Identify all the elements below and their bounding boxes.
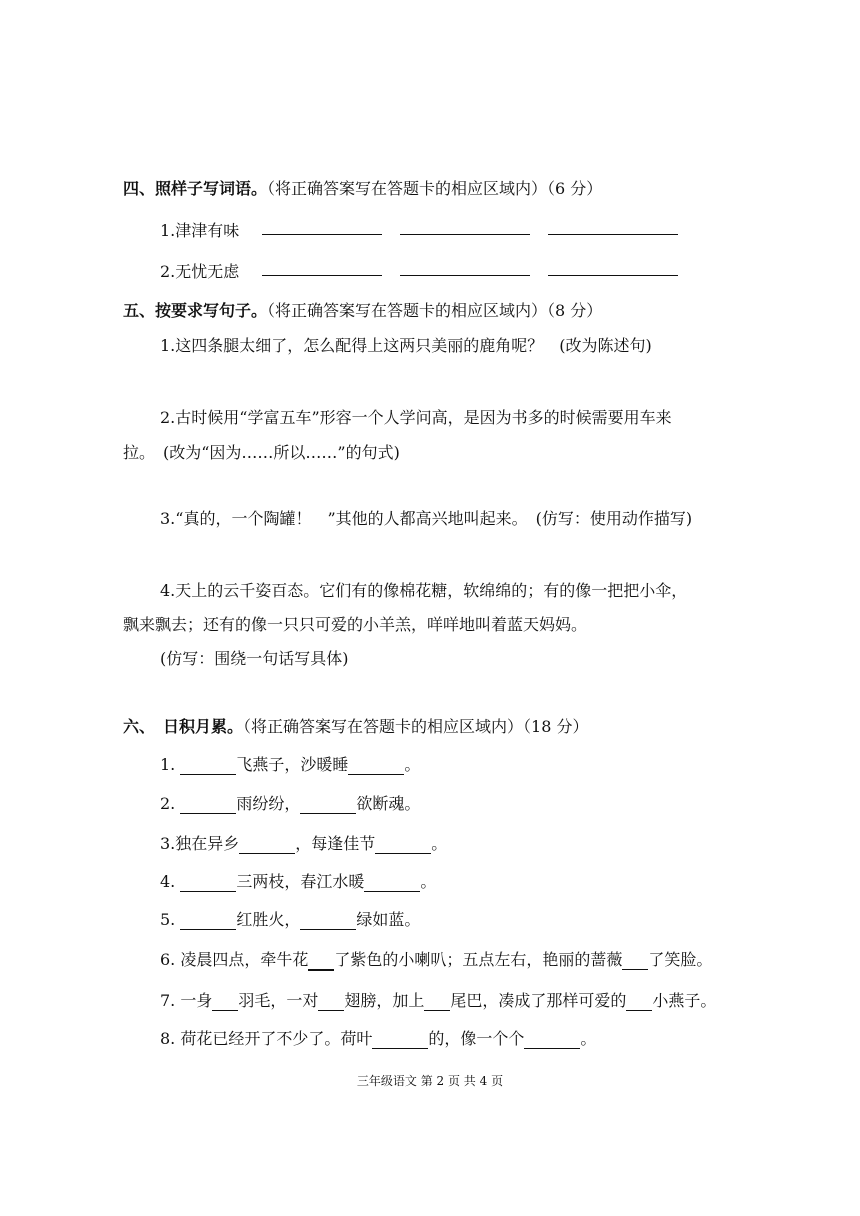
section-5-q3: 3.“真的，一个陶罐！ ”其他的人都高兴地叫起来。 (仿写：使用动作描写)	[160, 509, 693, 528]
answer-blank[interactable]	[372, 1029, 428, 1049]
section-6-q4: 4. 三两枝，春江水暖 。	[160, 872, 437, 891]
section-6-q5: 5. 红胜火， 绿如蓝。	[160, 910, 421, 929]
section-6-q8: 8. 荷花已经开了不少了。荷叶 的，像一个个 。	[160, 1029, 597, 1048]
section-4-item-2	[160, 259, 239, 282]
section-5-title: 五、按要求写句子。	[123, 301, 268, 320]
section-5-note: （将正确答案写在答题卡的相应区域内）（8 分）	[267, 301, 603, 320]
answer-blank[interactable]	[212, 991, 238, 1011]
section-6-q6: 6. 凌晨四点，牵牛花 了紫色的小喇叭；五点左右，艳丽的蔷薇 了笑脸。	[160, 950, 713, 969]
section-4-title: 四、照样子写词语。	[123, 179, 268, 198]
word-example-2: 2.无忧无虑	[160, 262, 240, 281]
section-5-q4-line2: 飘来飘去；还有的像一只只可爱的小羊羔，咩咩地叫着蓝天妈妈。	[123, 615, 588, 634]
answer-blank[interactable]	[180, 872, 236, 892]
section-4-heading	[123, 176, 602, 199]
answer-blank[interactable]	[622, 950, 648, 970]
answer-blank[interactable]	[375, 834, 431, 854]
section-6-note: （将正确答案写在答题卡的相应区域内）（18 分）	[243, 717, 589, 736]
answer-blank[interactable]	[262, 234, 382, 235]
section-6-q2: 2. 雨纷纷， 欲断魂。	[160, 794, 421, 813]
answer-blank[interactable]	[348, 755, 404, 775]
answer-blank[interactable]	[548, 234, 678, 235]
section-4-item-1	[160, 218, 239, 241]
section-5-q1: 1.这四条腿太细了，怎么配得上这两只美丽的鹿角呢？ (改为陈述句)	[160, 336, 652, 355]
answer-blank[interactable]	[318, 991, 344, 1011]
answer-blank[interactable]	[239, 834, 295, 854]
section-6-q7: 7. 一身 羽毛，一对 翅膀，加上 尾巴，凑成了那样可爱的 小燕子。	[160, 991, 717, 1010]
page-footer: 三年级语文 第 2 页 共 4 页	[356, 1074, 504, 1088]
answer-blank[interactable]	[400, 275, 530, 276]
section-5-heading	[123, 298, 602, 321]
answer-blank[interactable]	[524, 1029, 580, 1049]
section-6-title: 六、 日积月累。	[123, 717, 244, 736]
answer-blank[interactable]	[300, 794, 356, 814]
answer-blank[interactable]	[308, 950, 334, 971]
answer-blank[interactable]	[400, 234, 530, 235]
answer-blank[interactable]	[626, 991, 652, 1011]
word-example-1: 1.津津有味	[160, 221, 240, 240]
answer-blank[interactable]	[180, 755, 236, 775]
answer-blank[interactable]	[180, 910, 236, 930]
section-6-q1: 1. 飞燕子，沙暖睡 。	[160, 755, 421, 774]
section-5-q2-line2: 拉。 (改为“因为……所以……”的句式)	[123, 443, 400, 462]
section-6-heading	[123, 714, 588, 737]
section-6-q3: 3.独在异乡 ，每逢佳节 。	[160, 834, 448, 853]
answer-blank[interactable]	[364, 872, 420, 892]
answer-blank[interactable]	[300, 910, 356, 930]
answer-blank[interactable]	[424, 991, 450, 1011]
section-5-q2-line1: 2.古时候用“学富五车”形容一个人学问高，是因为书多的时候需要用车来	[160, 408, 672, 427]
section-5-q4-line3: (仿写：围绕一句话写具体)	[160, 649, 349, 668]
answer-blank[interactable]	[548, 275, 678, 276]
section-4-note: （将正确答案写在答题卡的相应区域内）（6 分）	[267, 179, 603, 198]
answer-blank[interactable]	[180, 794, 236, 814]
section-5-q4-line1: 4.天上的云千姿百态。它们有的像棉花糖，软绵绵的；有的像一把把小伞，	[160, 581, 688, 600]
answer-blank[interactable]	[262, 275, 382, 276]
